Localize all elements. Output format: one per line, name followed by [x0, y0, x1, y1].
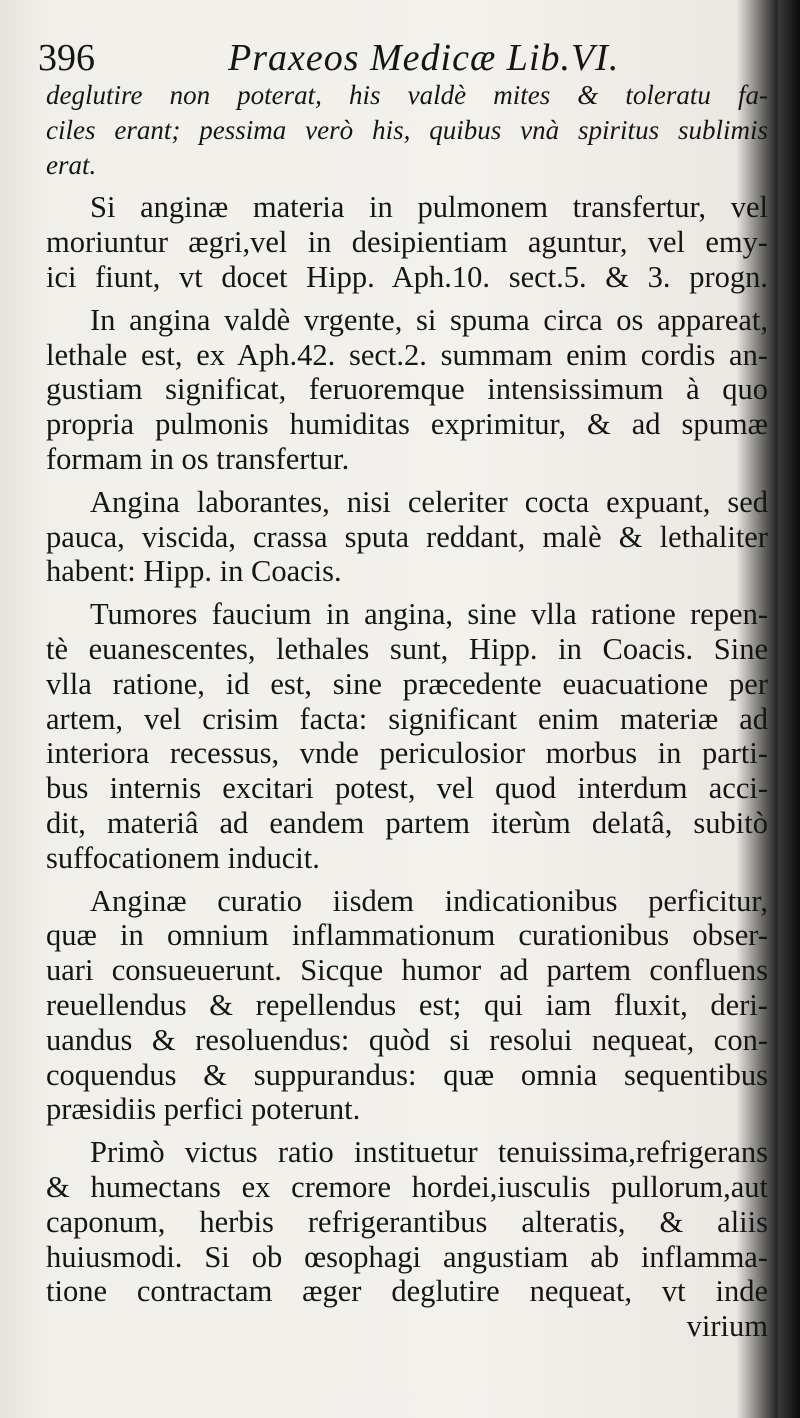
text-line: uandus & resoluendus: quòd si resolui nequeat, con- — [46, 1022, 768, 1057]
text-line: pauca, viscida, crassa sputa reddant, malè & lethaliter — [46, 519, 768, 554]
text-line: Tumores faucium in angina, sine vlla ratione repen- — [90, 597, 768, 632]
text-line: In angina valdè vrgente, si spuma circa os appareat, — [90, 302, 768, 337]
text-line: quæ in omnium inflammationum curationibus obser- — [46, 918, 768, 953]
paragraph-spacer — [46, 477, 768, 485]
text-line: deglutire non poterat, his valdè mites & toleratu fa- — [46, 80, 768, 110]
text-line: huiusmodi. Si ob œsophagi angustiam ab inflamma- — [46, 1239, 768, 1274]
text-line: erat. — [46, 149, 97, 180]
paragraph-spacer — [46, 1127, 768, 1135]
text-line: ici fiunt, vt docet Hipp. Aph.10. sect.5. & 3. progn. — [46, 259, 768, 294]
text-line: præsidiis perfici poterunt. — [46, 1092, 361, 1127]
text-line: propria pulmonis humiditas exprimitur, & ad spumæ — [46, 407, 768, 442]
text-line: vlla ratione, id est, sine præcedente euacuatione per — [46, 666, 768, 701]
text-line: moriuntur ægri,vel in desipientiam aguntur, vel emy- — [46, 225, 768, 260]
text-line: reuellendus & repellendus est; qui iam fluxit, deri- — [46, 987, 768, 1022]
body-text — [46, 78, 768, 1344]
text-line: & humectans ex cremore hordei,iusculis pullorum,aut — [46, 1169, 768, 1204]
text-line: Anginæ curatio iisdem indicationibus perficitur, — [90, 883, 768, 918]
binding-gutter — [778, 0, 800, 1418]
text-line: dit, materiâ ad eandem partem iterùm delatâ, subitò — [46, 805, 768, 840]
text-line: tione contractam æger deglutire nequeat, vt inde — [46, 1274, 768, 1309]
text-line: habent: Hipp. in Coacis. — [46, 554, 342, 589]
paragraph-spacer — [46, 589, 768, 597]
text-line: coquendus & suppurandus: quæ omnia sequentibus — [46, 1057, 768, 1092]
text-line: Angina laborantes, nisi celeriter cocta expuant, sed — [90, 484, 768, 519]
text-line: tè euanescentes, lethales sunt, Hipp. in Coacis. Sine — [46, 631, 768, 666]
text-line: bus internis excitari potest, vel quod interdum acci- — [46, 771, 768, 806]
text-line: artem, vel crisim facta: significant enim materiæ ad — [46, 701, 768, 736]
paragraph-spacer — [46, 876, 768, 884]
text-line: formam in os transfertur. — [46, 441, 350, 476]
text-line: caponum, herbis refrigerantibus alteratis, & aliis — [46, 1204, 768, 1239]
paragraph-spacer — [46, 295, 768, 303]
text-line: suffocationem inducit. — [46, 840, 320, 875]
page-number: 396 — [38, 37, 95, 79]
text-line: uari consueuerunt. Sicque humor ad partem confluens — [46, 953, 768, 988]
text-line: gustiam significat, feruoremque intensissimum à quo — [46, 372, 768, 407]
text-line: Primò victus ratio instituetur tenuissima,refrigerans — [90, 1135, 768, 1170]
text-line: ciles erant; pessima verò his, quibus vnà spiritus sublimis — [46, 114, 768, 145]
text-line: lethale est, ex Aph.42. sect.2. summam enim cordis an- — [46, 337, 768, 372]
running-title: Praxeos Medicæ Lib.VI. — [228, 37, 620, 79]
page-header — [38, 30, 758, 82]
paragraph-spacer — [46, 182, 768, 190]
text-line: interiora recessus, vnde periculosior morbus in parti- — [46, 736, 768, 771]
text-line: virium — [686, 1309, 768, 1344]
text-line: Si anginæ materia in pulmonem transfertur, vel — [90, 190, 768, 225]
